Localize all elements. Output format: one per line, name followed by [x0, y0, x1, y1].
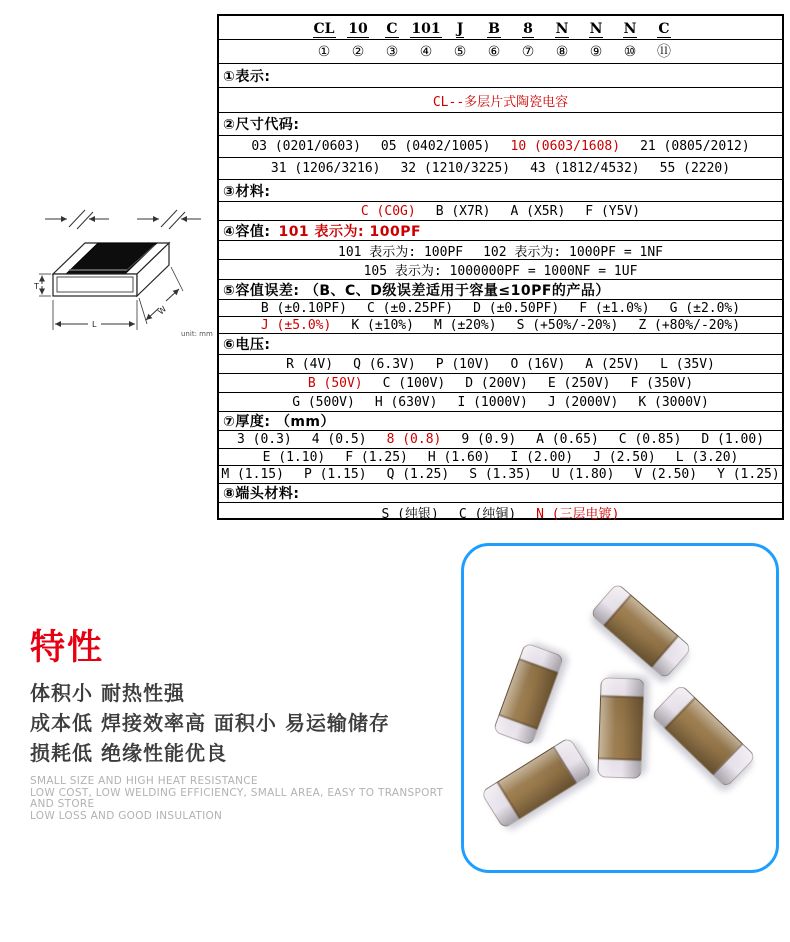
spec-cell: ⑧端头材料:: [223, 486, 300, 502]
spec-cell: S (纯银): [381, 507, 439, 522]
spec-cell: ④容值:: [223, 223, 271, 240]
spec-cell: F (1.25): [345, 449, 408, 465]
feature-line: 成本低 焊接效率高 面积小 易运输储存: [30, 711, 390, 735]
spec-row: [219, 135, 782, 157]
spec-cell: 101 表示为: 100PF: [338, 244, 464, 259]
spec-row: [219, 279, 782, 299]
spec-cell: M (±20%): [433, 317, 497, 333]
spec-cell: 03 (0201/0603): [251, 139, 361, 154]
spec-cell: ②尺寸代码:: [223, 117, 300, 133]
capacitor-chip: [480, 737, 592, 830]
spec-cell: F (350V): [630, 375, 694, 391]
part-code: C: [658, 20, 670, 37]
spec-cell: R (4V): [286, 356, 334, 372]
dim-length-label: L: [92, 320, 97, 329]
part-code: 101: [411, 20, 441, 37]
spec-row: [219, 112, 782, 135]
spec-cell: P (1.15): [303, 467, 367, 482]
capacitor-chip: [650, 684, 756, 789]
spec-cell: 101 表示为: 100PF: [278, 223, 422, 240]
capacitor-chip: [589, 582, 692, 679]
capacitor-chip: [493, 642, 565, 746]
spec-cell: A (25V): [585, 356, 641, 372]
spec-cell: ⑥电压:: [223, 337, 271, 353]
spec-cell: CL--多层片式陶瓷电容: [432, 94, 569, 110]
feature-line-en: LOW COST, LOW WELDING EFFICIENCY, SMALL AREA, EASY TO TRANSPORT AND STORE: [30, 786, 444, 810]
spec-cell: B (X7R): [435, 203, 491, 219]
spec-cell: D (±0.50PF): [473, 300, 560, 316]
spec-cell: I (1000V): [457, 394, 528, 410]
part-code: N: [589, 20, 603, 37]
spec-cell: 05 (0402/1005): [380, 139, 491, 154]
spec-row: [219, 483, 782, 502]
feature-line: 损耗低 绝缘性能优良: [30, 741, 227, 765]
spec-cell: C (C0G): [360, 203, 416, 219]
spec-row: [219, 465, 782, 483]
spec-row: [219, 392, 782, 411]
spec-cell: E (1.10): [262, 449, 326, 465]
spec-cell: B (50V): [307, 375, 363, 391]
part-code-index: ②: [351, 43, 365, 60]
spec-cell: E (250V): [547, 375, 611, 391]
spec-cell: J (2.50): [593, 449, 656, 465]
spec-row: [219, 354, 782, 373]
spec-cell: K (3000V): [638, 394, 709, 410]
feature-line: 体积小 耐热性强: [30, 681, 185, 705]
spec-cell: Z (+80%/-20%): [638, 317, 741, 333]
part-code-index: ⑧: [555, 43, 569, 60]
spec-cell: 21 (0805/2012): [640, 139, 750, 154]
spec-cell: M (1.15): [221, 467, 284, 482]
spec-row: [219, 333, 782, 354]
spec-row: [219, 63, 782, 87]
spec-cell: N (三层电镀): [536, 507, 620, 522]
part-code-index: ①: [317, 43, 331, 60]
spec-cell: S (1.35): [469, 467, 532, 482]
part-code: 8: [523, 20, 533, 37]
spec-cell: S (+50%/-20%): [516, 317, 619, 333]
product-photo: [461, 543, 779, 873]
spec-cell: 31 (1206/3216): [270, 161, 381, 176]
spec-cell: 43 (1812/4532): [530, 161, 640, 176]
spec-cell: 9 (0.9): [461, 432, 517, 447]
part-code: B: [488, 20, 500, 37]
part-code: C: [386, 20, 398, 37]
spec-cell: D (200V): [465, 375, 528, 391]
spec-row: [219, 201, 782, 220]
spec-cell: 3 (0.3): [236, 432, 292, 447]
spec-row: [219, 430, 782, 448]
spec-cell: C (纯铜): [458, 507, 517, 522]
spec-cell: L (35V): [660, 356, 715, 372]
spec-cell: Y (1.25): [717, 467, 780, 482]
part-code-index: ⑨: [589, 43, 603, 60]
spec-cell: F (±1.0%): [579, 300, 650, 316]
spec-cell: A (X5R): [510, 203, 566, 219]
part-code-index: ⑦: [521, 43, 535, 60]
part-code: 10: [348, 20, 368, 37]
spec-cell: G (±2.0%): [669, 300, 741, 316]
spec-cell: B (±0.10PF): [260, 300, 347, 316]
spec-row: [219, 87, 782, 112]
spec-cell: J (±5.0%): [260, 317, 332, 333]
spec-cell: 32 (1210/3225): [400, 161, 511, 176]
spec-row: [219, 179, 782, 201]
spec-cell: H (630V): [374, 394, 438, 410]
part-code-row: [219, 16, 782, 39]
spec-cell: ⑤容值误差: （B、C、D级误差适用于容量≤10PF的产品）: [223, 282, 610, 299]
features-section: [30, 620, 460, 822]
part-code-index: ⑥: [487, 43, 501, 60]
spec-cell: H (1.60): [427, 449, 491, 465]
spec-cell: 10 (0603/1608): [510, 139, 621, 154]
spec-row: [219, 316, 782, 333]
spec-cell: A (0.65): [536, 432, 599, 447]
spec-cell: D (1.00): [701, 432, 765, 447]
spec-cell: P (10V): [435, 356, 491, 372]
spec-cell: 102 表示为: 1000PF = 1NF: [483, 244, 663, 259]
spec-cell: U (1.80): [551, 467, 615, 482]
spec-cell: ⑦厚度: （mm）: [223, 414, 336, 430]
part-number-spec-table: [217, 14, 784, 520]
spec-rows: [219, 63, 782, 522]
spec-cell: Q (6.3V): [353, 356, 416, 372]
spec-cell: G (500V): [292, 394, 355, 410]
capacitor-chip: [597, 677, 644, 778]
part-code-index: ④: [419, 43, 433, 60]
spec-cell: Q (1.25): [386, 467, 450, 482]
feature-line-en: LOW LOSS AND GOOD INSULATION: [30, 809, 223, 822]
spec-cell: L (3.20): [675, 449, 739, 465]
part-code: CL: [313, 20, 335, 37]
spec-cell: V (2.50): [634, 467, 698, 482]
part-code-index: ③: [385, 43, 399, 60]
spec-cell: 105 表示为: 1000000PF = 1000NF = 1UF: [363, 264, 638, 279]
spec-row: [219, 220, 782, 240]
spec-cell: K (±10%): [351, 317, 414, 333]
spec-row: [219, 259, 782, 279]
spec-cell: F (Y5V): [585, 203, 641, 219]
features-title: 特性: [30, 628, 105, 668]
spec-row: [219, 373, 782, 392]
spec-row: [219, 157, 782, 179]
part-code-index-row: [219, 39, 782, 63]
part-code-index: ⑪: [657, 43, 671, 60]
spec-row: [219, 448, 782, 465]
spec-cell: C (±0.25PF): [367, 300, 454, 316]
spec-cell: 8 (0.8): [386, 432, 442, 447]
diagram-unit-label: unit: mm: [181, 330, 213, 338]
feature-line-en: SMALL SIZE AND HIGH HEAT RESISTANCE: [30, 775, 258, 787]
part-code: J: [456, 20, 464, 37]
spec-row: [219, 411, 782, 430]
features-lines-en: [30, 776, 460, 822]
spec-row: [219, 299, 782, 316]
spec-cell: O (16V): [510, 356, 566, 372]
spec-row: [219, 502, 782, 522]
part-code: N: [555, 20, 569, 37]
spec-row: [219, 240, 782, 259]
spec-cell: 4 (0.5): [311, 432, 367, 447]
spec-cell: ①表示:: [223, 68, 271, 85]
spec-cell: ③材料:: [223, 183, 271, 200]
spec-cell: J (2000V): [547, 394, 619, 410]
capacitor-dimension-diagram: [33, 196, 217, 346]
spec-cell: C (0.85): [618, 432, 682, 447]
features-lines-cn: [30, 682, 460, 764]
spec-cell: C (100V): [382, 375, 446, 391]
part-code-index: ⑤: [453, 43, 467, 60]
part-code-index: ⑩: [623, 43, 637, 60]
part-code: N: [623, 20, 637, 37]
spec-cell: 55 (2220): [659, 161, 731, 176]
dim-thickness-label: T: [34, 282, 39, 291]
dim-width-label: W: [156, 304, 169, 317]
spec-cell: I (2.00): [510, 449, 574, 465]
